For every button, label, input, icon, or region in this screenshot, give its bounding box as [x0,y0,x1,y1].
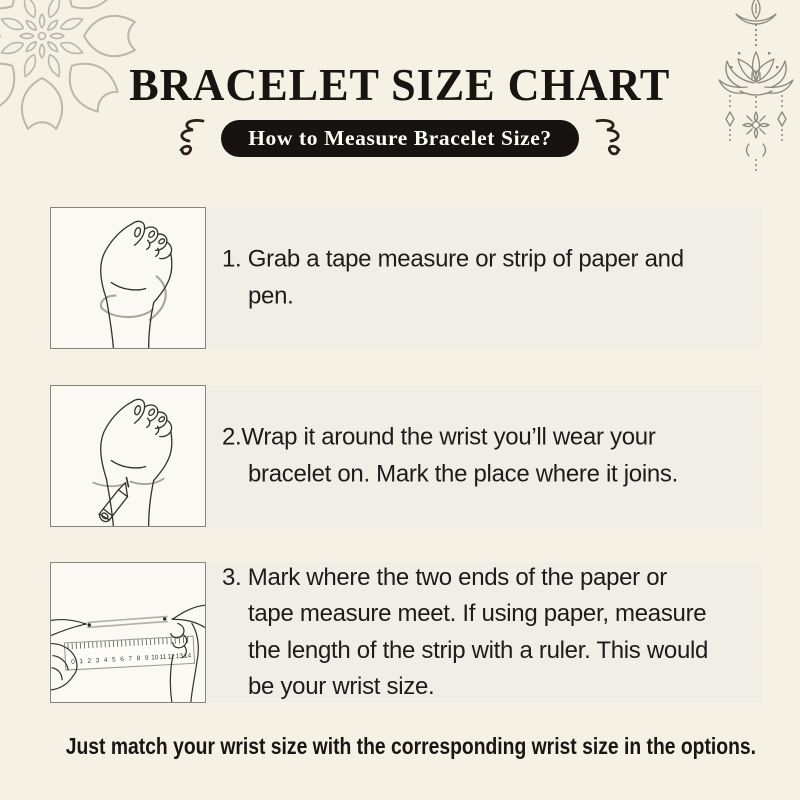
step3-text [222,560,800,706]
step3-line3: the length of the strip with a ruler. This would [248,636,709,664]
hands-measuring-strip-with-ruler-illustration [51,563,205,702]
step2-line1: 2.Wrap it around the wrist you’ll wear your [222,423,656,451]
dotted-line [755,29,757,46]
step1-text [222,242,800,315]
step2-text [222,420,800,493]
ruler-number: 14 [183,652,192,660]
pen-icon [99,483,127,522]
page-title-text: BRACELET SIZE CHART [129,59,671,110]
flourish-right-icon [592,117,628,159]
how-to-measure-badge [221,120,579,157]
step3-line4: be your wrist size. [248,673,435,700]
step3-illustration-box [50,562,206,703]
paper-strip [87,616,168,627]
mark-tick [126,478,128,487]
step1-line2: pen. [248,282,294,309]
step3-line2: tape measure meet. If using paper, measure [248,600,707,627]
ruler [64,636,194,670]
ruler-number: 6 [120,655,125,664]
ruler-number: 7 [128,655,133,663]
step3-line1: 3. Mark where the two ends of the paper or [222,563,667,591]
step2-illustration-box [50,385,206,527]
tape-loop [101,276,166,319]
ruler-number: 10 [151,654,159,662]
hand-outline [101,399,172,526]
footer-note [0,733,800,760]
step-row-1 [50,207,762,349]
step-row-2 [50,385,762,527]
hand-outline [101,221,172,348]
page-title [0,58,800,111]
flourish-left-icon [172,117,208,159]
badge-text: How to Measure Bracelet Size? [248,125,552,150]
ruler-number: 5 [111,656,116,664]
fist-with-tape-measure-illustration [51,208,205,348]
ruler-number: 0 [71,658,76,666]
ruler-number: 9 [144,654,149,662]
step1-line1: 1. Grab a tape measure or strip of paper and [222,245,684,273]
ruler-number: 13 [175,652,184,661]
hand-marking-wrist-with-pen-illustration [51,386,205,526]
ruler-number: 1 [79,658,84,666]
badge-row [0,118,800,158]
ruler-number: 4 [103,656,108,665]
mandala-inner-ring [20,14,64,58]
step2-line2: bracelet on. Mark the place where it joins. [248,460,678,487]
ruler-number: 3 [95,657,100,665]
step-row-3 [50,562,762,703]
crescent-moon-icon [736,14,776,24]
ruler-number: 11 [159,653,167,662]
step1-illustration-box [50,207,206,349]
marquise-icon [752,0,760,19]
ruler-number: 2 [87,657,92,665]
ruler-number: 8 [136,655,141,663]
ruler-number: 12 [167,653,176,661]
footer-note-text: Just match your wrist size with the corresponding wrist size in the options. [65,733,756,759]
